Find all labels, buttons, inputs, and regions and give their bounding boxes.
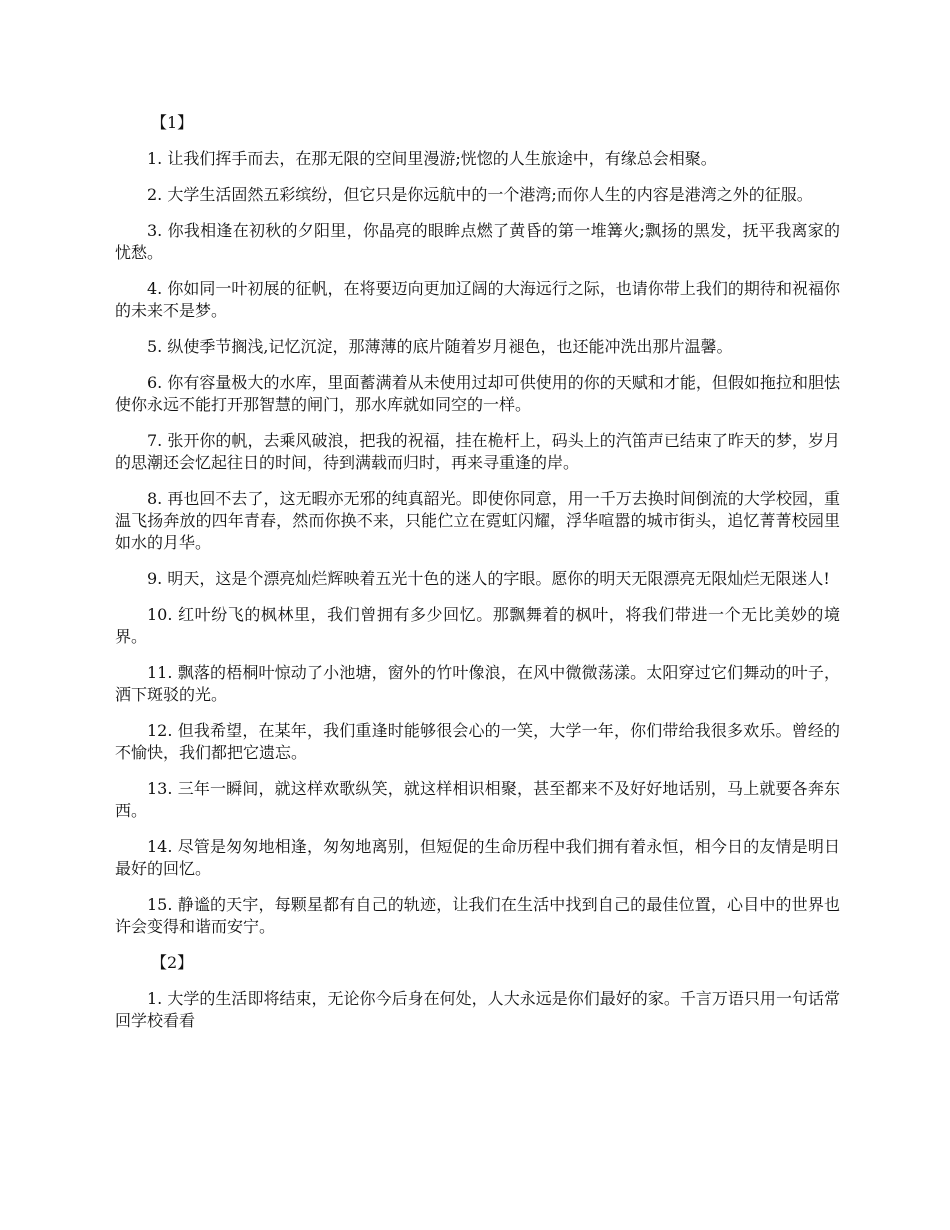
section-1 [115, 112, 840, 938]
section-heading: 【1】 [151, 113, 194, 132]
paragraph: 1. 大学的生活即将结束，无论你今后身在何处，人大永远是你们最好的家。千言万语只用一句话常回学校看看 [115, 989, 840, 1030]
paragraph: 9. 明天，这是个漂亮灿烂辉映着五光十色的迷人的字眼。愿你的明天无限漂亮无限灿烂无限迷人! [147, 569, 830, 588]
paragraph: 10. 红叶纷飞的枫林里，我们曾拥有多少回忆。那飘舞着的枫叶，将我们带进一个无比美妙的境界。 [115, 605, 840, 646]
paragraph: 7. 张开你的帆，去乘风破浪，把我的祝福，挂在桅杆上，码头上的汽笛声已结束了昨天的梦，岁月的思潮还会忆起往日的时间，待到满载而归时，再来寻重逢的岸。 [115, 431, 840, 472]
paragraph: 13. 三年一瞬间，就这样欢歌纵笑，就这样相识相聚，甚至都来不及好好地话别，马上就要各奔东西。 [115, 779, 840, 820]
paragraph: 2. 大学生活固然五彩缤纷，但它只是你远航中的一个港湾;而你人生的内容是港湾之外的征服。 [147, 185, 813, 204]
paragraph: 6. 你有容量极大的水库，里面蓄满着从未使用过却可供使用的你的天赋和才能，但假如拖拉和胆怯使你永远不能打开那智慧的闸门，那水库就如同空的一样。 [115, 373, 840, 414]
section-2 [115, 952, 840, 1032]
section-heading: 【2】 [151, 953, 194, 972]
paragraph: 3. 你我相逢在初秋的夕阳里，你晶亮的眼眸点燃了黄昏的第一堆篝火;飘扬的黑发，抚平我离家的忧愁。 [115, 221, 840, 262]
paragraph: 14. 尽管是匆匆地相逢，匆匆地离别，但短促的生命历程中我们拥有着永恒，相今日的友情是明日最好的回忆。 [115, 837, 840, 878]
paragraph: 4. 你如同一叶初展的征帆，在将要迈向更加辽阔的大海远行之际，也请你带上我们的期待和祝福你的未来不是梦。 [115, 279, 840, 320]
paragraph: 8. 再也回不去了，这无暇亦无邪的纯真韶光。即使你同意，用一千万去换时间倒流的大学校园，重温飞扬奔放的四年青春，然而你换不来，只能伫立在霓虹闪耀，浮华喧嚣的城市街头，追忆菁菁校园里如水的月华。 [115, 489, 840, 552]
paragraph: 11. 飘落的梧桐叶惊动了小池塘，窗外的竹叶像浪，在风中微微荡漾。太阳穿过它们舞动的叶子，洒下斑驳的光。 [115, 663, 840, 704]
paragraph: 1. 让我们挥手而去，在那无限的空间里漫游;恍惚的人生旅途中，有缘总会相聚。 [147, 149, 717, 168]
document-page [115, 112, 840, 1046]
paragraph: 12. 但我希望，在某年，我们重逢时能够很会心的一笑，大学一年，你们带给我很多欢乐。曾经的不愉快，我们都把它遗忘。 [115, 721, 840, 762]
paragraph: 5. 纵使季节搁浅,记忆沉淀，那薄薄的底片随着岁月褪色，也还能冲洗出那片温馨。 [147, 337, 733, 356]
paragraph: 15. 静谧的天宇，每颗星都有自己的轨迹，让我们在生活中找到自己的最佳位置，心目中的世界也许会变得和谐而安宁。 [115, 895, 840, 936]
